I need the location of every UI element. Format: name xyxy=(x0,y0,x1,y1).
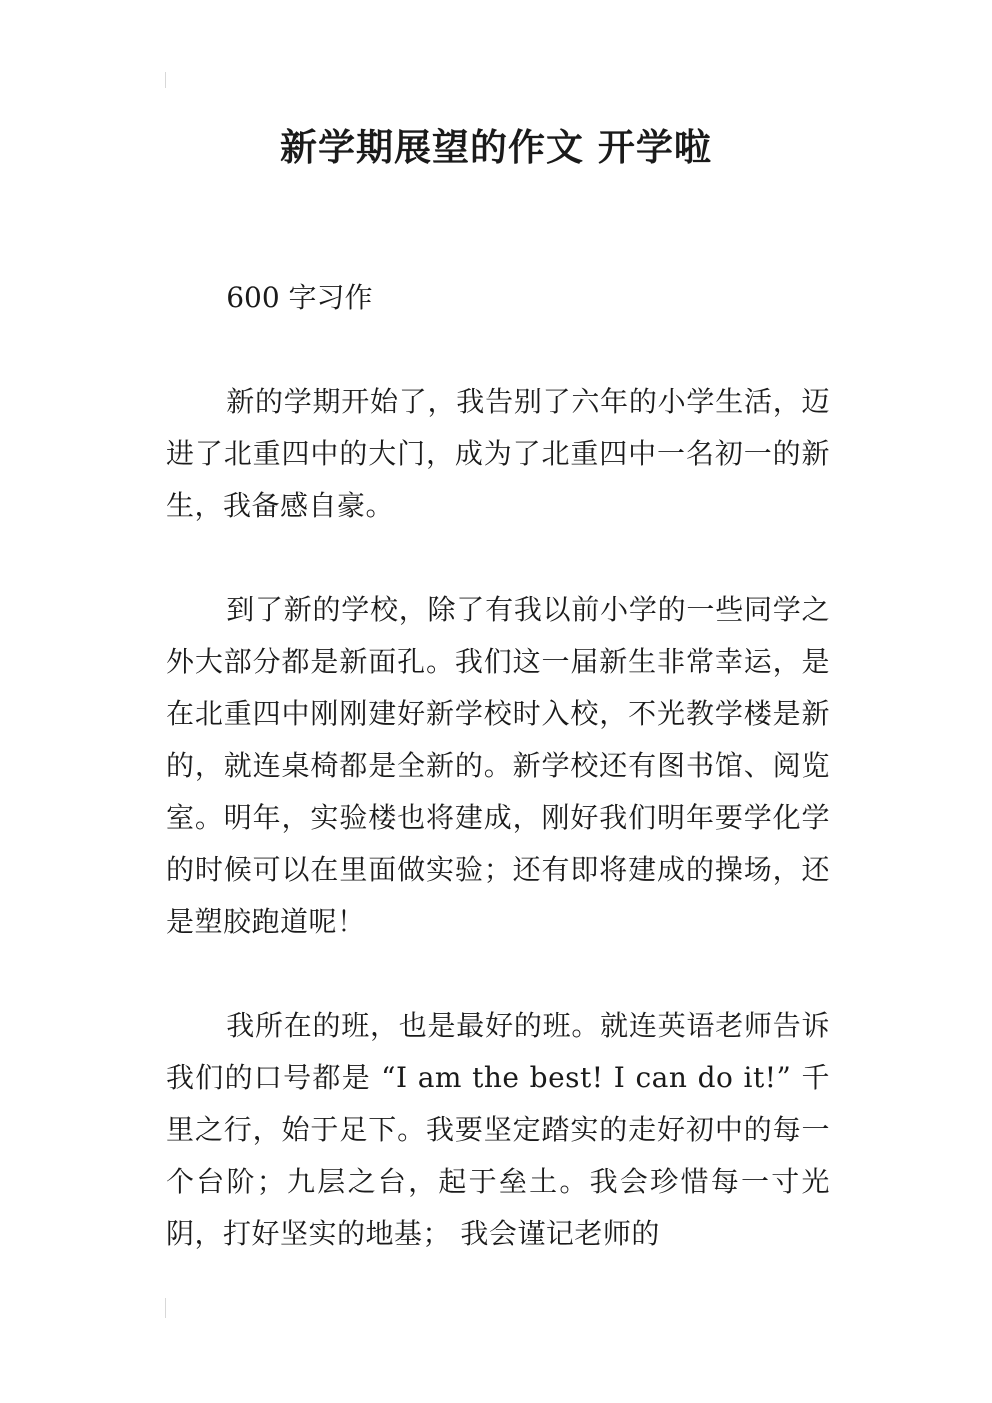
paragraph-2: 到了新的学校，除了有我以前小学的一些同学之外大部分都是新面孔。我们这一届新生非常幸运，是在北重四中刚刚建好新学校时入校，不光教学楼是新的，就连桌椅都是全新的。新学校还有图书馆、阅览室。明年，实验楼也将建成，刚好我们明年要学化学的时候可以在里面做实验；还有即将建成的操场，还是塑胶跑道呢！ xyxy=(166,593,830,938)
page-title: 新学期展望的作文 开学啦 xyxy=(280,126,712,169)
essay-subtitle: 600 字习作 xyxy=(226,281,373,314)
top-margin-mark xyxy=(165,72,166,88)
essay-body xyxy=(166,272,830,1260)
paragraph-3: 我所在的班，也是最好的班。就连英语老师告诉我们的口号都是 “I am the best! I can do it!” 千里之行，始于足下。我要坚定踏实的走好初中的每一个台阶；九层之台，起于垒土。我会珍惜每一寸光阴，打好坚实的地基； 我会谨记老师的 xyxy=(166,1009,830,1250)
paragraph-1: 新的学期开始了，我告别了六年的小学生活，迈进了北重四中的大门，成为了北重四中一名初一的新生，我备感自豪。 xyxy=(166,385,830,522)
bottom-margin-mark xyxy=(165,1298,166,1318)
